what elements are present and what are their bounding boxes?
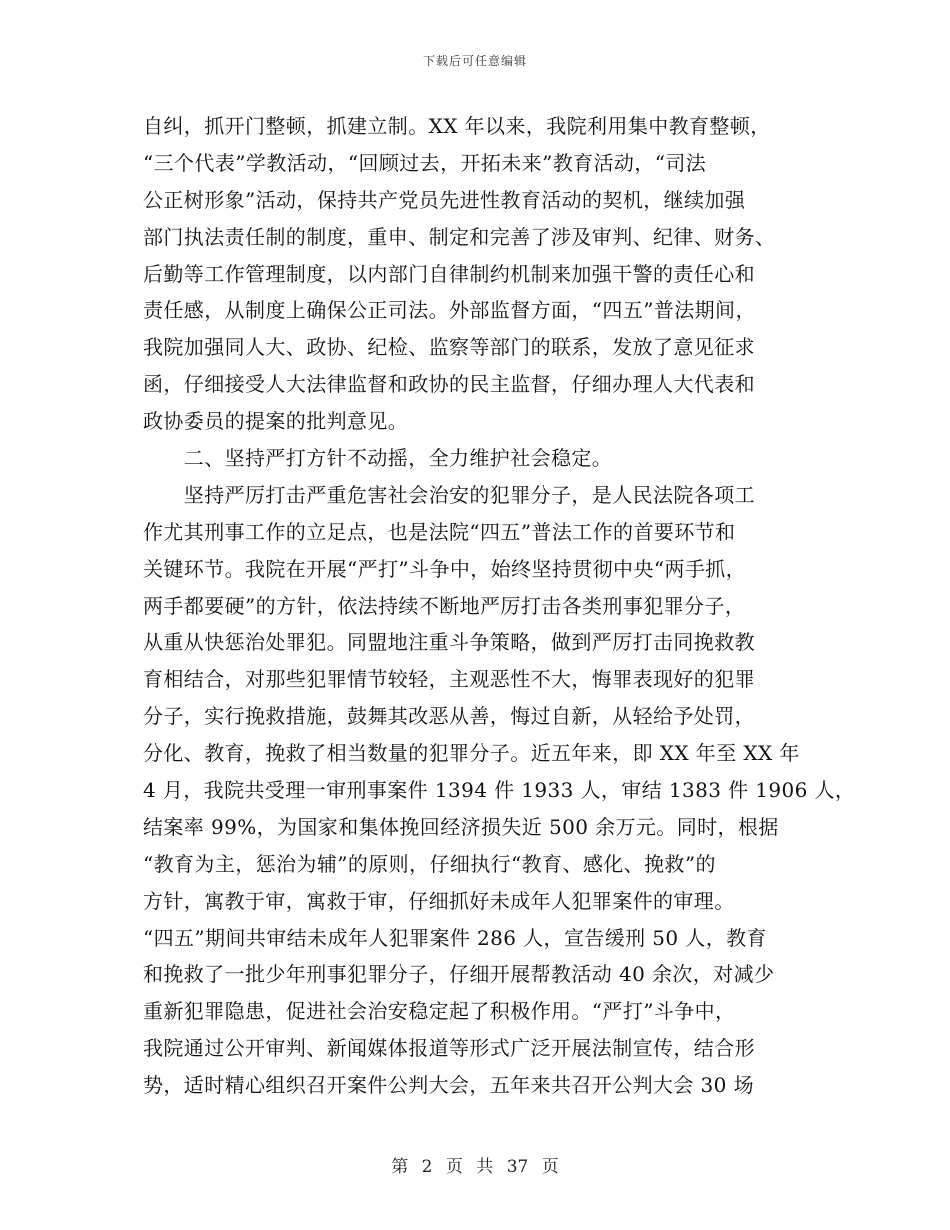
text-line: “三个代表”学教活动，“回顾过去，开拓未来”教育活动，“司法 xyxy=(143,150,707,175)
document-body xyxy=(143,108,856,1104)
text-line: 我院通过公开审判、新闻媒体报道等形式广泛开展法制宣传，结合形 xyxy=(143,1036,755,1061)
text-line: 分子，实行挽救措施，鼓舞其改恶从善，悔过自新，从轻给予处罚， xyxy=(143,704,755,729)
section-heading: 二、坚持严打方针不动摇，全力维护社会稳定。 xyxy=(143,446,613,471)
text-line: 坚持严厉打击严重危害社会治安的犯罪分子，是人民法院各项工 xyxy=(143,482,755,507)
text-line: 重新犯罪隐患，促进社会治安稳定起了积极作用。“严打”斗争中， xyxy=(143,999,736,1024)
text-line: 和挽救了一批少年刑事犯罪分子，仔细开展帮教活动 40 余次，对减少 xyxy=(143,962,775,987)
text-line: 分化、教育，挽救了相当数量的犯罪分子。近五年来，即 XX 年至 XX 年 xyxy=(143,741,800,766)
text-line: 我院加强同人大、政协、纪检、监察等部门的联系，发放了意见征求 xyxy=(143,335,755,360)
text-line: “四五”期间共审结未成年人犯罪案件 286 人，宣告缓刑 50 人，教育 xyxy=(143,925,767,950)
text-line: 4 月，我院共受理一审刑事案件 1394 件 1933 人，审结 1383 件 1906 人， xyxy=(143,778,856,803)
page-number-footer: 第 2 页 共 37 页 xyxy=(391,1157,559,1177)
text-line: 关键环节。我院在开展“严打”斗争中，始终坚持贯彻中央“两手抓， xyxy=(143,556,747,581)
text-line: “教育为主，惩治为辅”的原则，仔细执行“教育、感化、挽救”的 xyxy=(143,851,716,876)
text-line: 两手都要硬”的方针，依法持续不断地严厉打击各类刑事犯罪分子， xyxy=(143,593,746,618)
text-line: 函，仔细接受人大法律监督和政协的民主监督，仔细办理人大代表和 xyxy=(143,372,755,397)
text-line: 后勤等工作管理制度，以内部门自律制约机制来加强干警的责任心和 xyxy=(143,261,755,286)
text-line: 责任感，从制度上确保公正司法。外部监督方面，“四五”普法期间， xyxy=(143,298,756,323)
text-line: 政协委员的提案的批判意见。 xyxy=(143,409,409,434)
text-line: 自纠，抓开门整顿，抓建立制。XX 年以来，我院利用集中教育整顿， xyxy=(143,114,771,138)
text-line: 结案率 99%，为国家和集体挽回经济损失近 500 余万元。同时，根据 xyxy=(143,814,779,839)
text-line: 势，适时精心组织召开案件公判大会，五年来共召开公判大会 30 场 xyxy=(143,1073,754,1098)
text-line: 从重从快惩治处罪犯。同盟地注重斗争策略，做到严厉打击同挽救教 xyxy=(143,630,755,655)
text-line: 部门执法责任制的制度，重申、制定和完善了涉及审判、纪律、财务、 xyxy=(143,224,776,249)
text-line: 作尤其刑事工作的立足点，也是法院“四五”普法工作的首要环节和 xyxy=(143,519,736,544)
text-line: 公正树形象”活动，保持共产党员先进性教育活动的契机，继续加强 xyxy=(143,187,746,212)
text-line: 方针，寓教于审，寓救于审，仔细抓好未成年人犯罪案件的审理。 xyxy=(143,888,735,913)
text-line: 育相结合，对那些犯罪情节较轻，主观恶性不大，悔罪表现好的犯罪 xyxy=(143,667,755,692)
page-header: 下载后可任意编辑 xyxy=(422,54,527,68)
